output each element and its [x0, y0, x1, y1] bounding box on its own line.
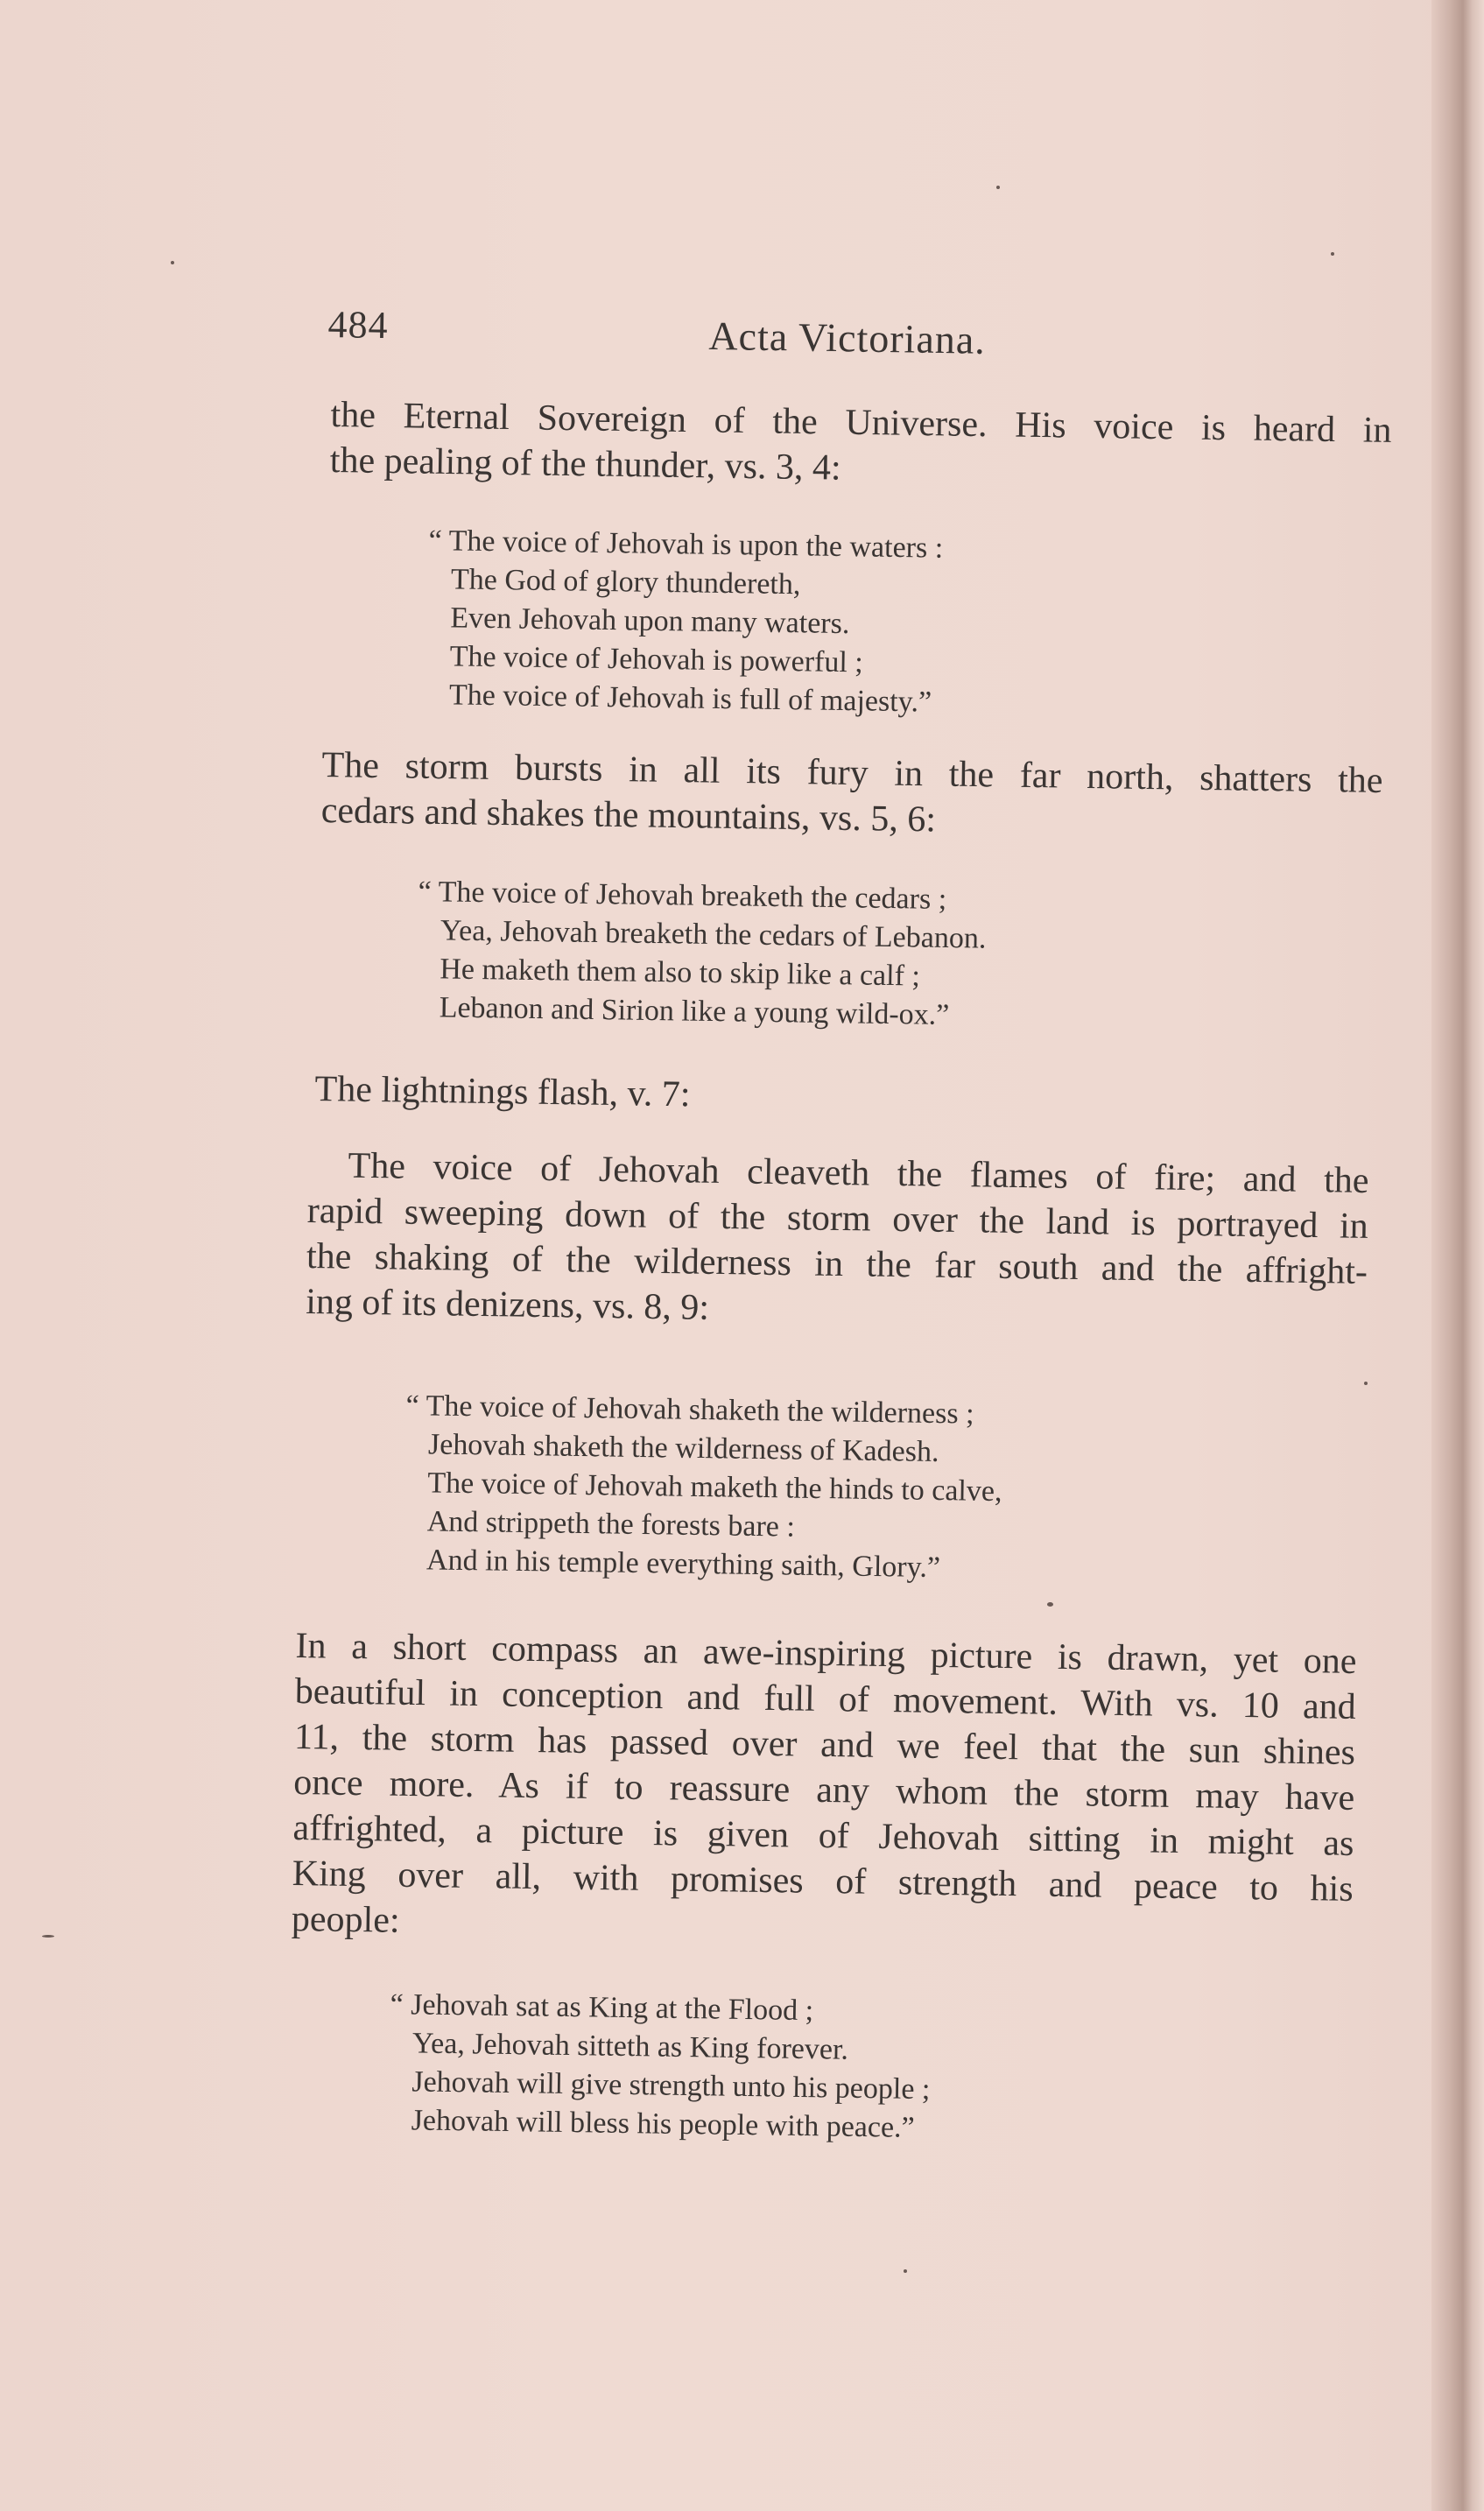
verse-line: And in his temple everything saith, Glory.”: [426, 1544, 941, 1585]
paper-speck: [1364, 1382, 1368, 1385]
verse-line: “ Jehovah sat as King at the Flood ;: [390, 1987, 814, 2028]
paragraph: [314, 1066, 840, 1120]
page-number: 484: [327, 302, 389, 348]
paragraph-line: ing of its denizens, vs. 8, 9:: [305, 1281, 710, 1328]
paragraph-line: affrighted, a picture is given of Jehovah sitting in might as: [292, 1807, 1354, 1864]
paragraph-line: the Eternal Sovereign of the Universe. His voice is heard in: [330, 394, 1392, 451]
paragraph-line: The lightnings flash, v. 7:: [314, 1068, 691, 1115]
verse-line: And strippeth the forests bare :: [426, 1505, 796, 1544]
verse-line: Jehovah shaketh the wilderness of Kadesh.: [427, 1428, 939, 1469]
paragraph-line: people:: [291, 1898, 400, 1941]
paragraph-line: the shaking of the wilderness in the far south and the affright-: [306, 1235, 1368, 1292]
verse-line: The voice of Jehovah is powerful ;: [449, 640, 864, 679]
verse-line: The God of glory thundereth,: [450, 563, 801, 601]
verse-line: Yea, Jehovah breaketh the cedars of Lebanon.: [440, 914, 987, 955]
paragraph: [320, 742, 1382, 849]
paragraph-line: rapid sweeping down of the storm over the land is portrayed in: [306, 1190, 1369, 1247]
verse-quote: [388, 1986, 932, 2148]
paragraph: [329, 392, 1391, 499]
paragraph-line: The voice of Jehovah cleaveth the flames of fire; and the: [348, 1145, 1369, 1201]
paragraph-line: beautiful in conception and full of movement. With vs. 10 and: [294, 1670, 1357, 1727]
verse-line: The voice of Jehovah is full of majesty.”: [448, 679, 932, 719]
paragraph-line: cedars and shakes the mountains, vs. 5, 6:: [320, 790, 937, 841]
paper-speck: [1047, 1602, 1053, 1607]
paragraph-line: In a short compass an awe-inspiring picture is drawn, yet one: [295, 1625, 1357, 1682]
paper-speck: [1331, 252, 1334, 256]
verse-line: Even Jehovah upon many waters.: [450, 601, 850, 641]
verse-quote: [404, 1387, 1003, 1588]
paper-speck: [42, 1935, 54, 1938]
paragraph: [306, 1143, 1369, 1340]
page-spine-shadow: [1431, 0, 1484, 2511]
page-header: [327, 302, 1379, 380]
paragraph-line: The storm bursts in all its fury in the far north, shatters the: [321, 744, 1383, 801]
verse-line: He maketh them also to skip like a calf ;: [440, 953, 921, 993]
verse-line: “ The voice of Jehovah is upon the waters :: [428, 524, 944, 565]
verse-line: Yea, Jehovah sitteth as King forever.: [411, 2027, 849, 2066]
verse-line: Lebanon and Sirion like a young wild-ox.”: [439, 991, 950, 1032]
paper-speck: [996, 186, 1000, 189]
paragraph-line: King over all, with promises of strength and peace to his: [292, 1853, 1354, 1910]
verse-line: Jehovah will bless his people with peace.”: [411, 2104, 915, 2144]
verse-line: “ The voice of Jehovah breaketh the cedars ;: [418, 875, 947, 916]
paragraph: [292, 1623, 1357, 1958]
verse-line: “ The voice of Jehovah shaketh the wilderness ;: [405, 1389, 974, 1431]
paragraph-line: once more. As if to reassure any whom the storm may have: [292, 1762, 1355, 1818]
verse-line: The voice of Jehovah maketh the hinds to calve,: [427, 1467, 1002, 1509]
paper-speck: [171, 261, 174, 264]
paper-speck: [904, 2269, 907, 2273]
verse-quote: [416, 873, 987, 1036]
running-title: Acta Victoriana.: [708, 313, 987, 362]
paragraph-line: the pealing of the thunder, vs. 3, 4:: [329, 440, 841, 489]
verse-line: Jehovah will give strength unto his people ;: [411, 2065, 931, 2107]
paragraph-line: 11, the storm has passed over and we feel that the sun shines: [293, 1716, 1356, 1773]
verse-quote: [426, 522, 944, 722]
